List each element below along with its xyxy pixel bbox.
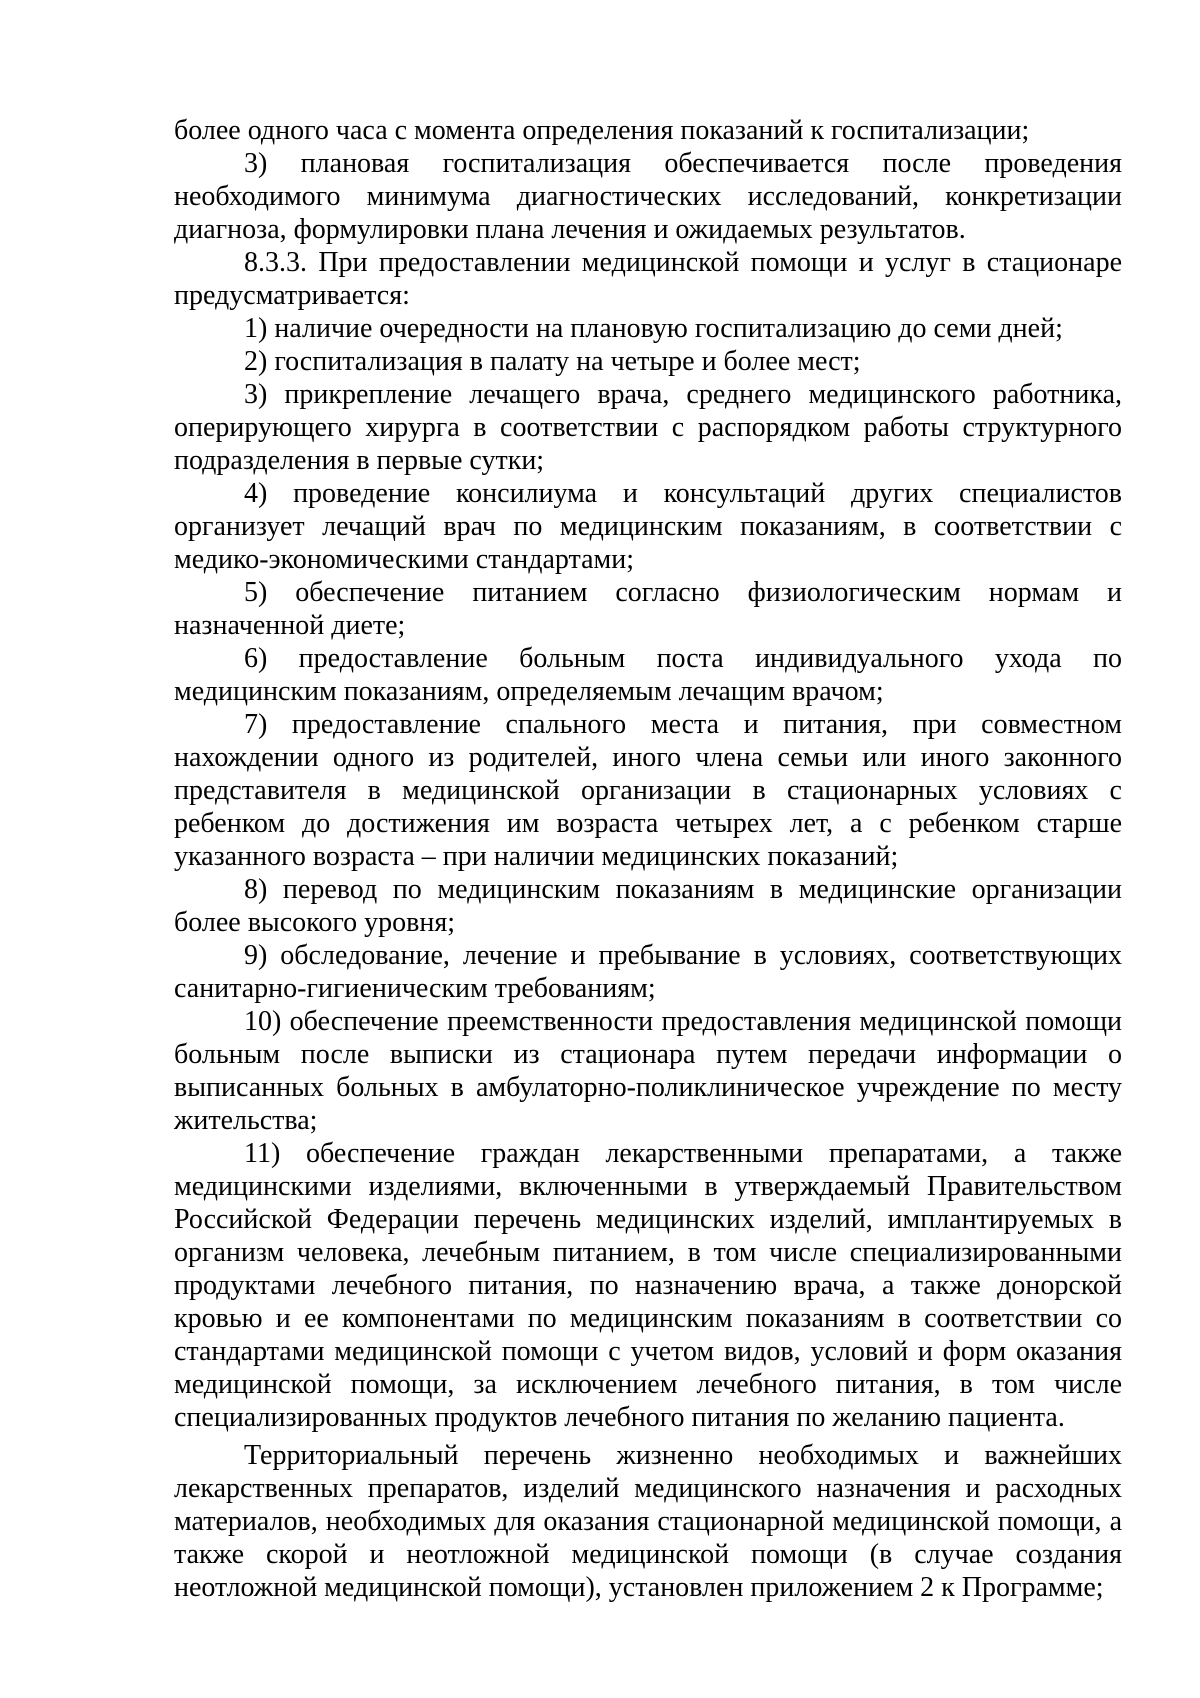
document-page	[174, 114, 1122, 1604]
paragraph-section-8-3-3: 8.3.3. При предоставлении медицинской помощи и услуг в стационаре предусматривается:	[174, 247, 1122, 311]
paragraph-item-8: 8) перевод по медицинским показаниям в медицинские организации более высокого уровня;	[174, 874, 1122, 938]
paragraph-item-6: 6) предоставление больным поста индивидуального ухода по медицинским показаниям, определяемым лечащим врачом;	[174, 643, 1122, 707]
paragraph-item-4: 4) проведение консилиума и консультаций других специалистов организует лечащий врач по медицинским показаниям, в соответствии с медико-экономическими стандартами;	[174, 478, 1122, 575]
paragraph-item-10: 10) обеспечение преемственности предоставления медицинской помощи больным после выписки из стационара путем передачи информации о выписанных больных в амбулаторно-поликлиническое учреждение по месту жительства;	[174, 1006, 1122, 1136]
paragraph-item-2: 2) госпитализация в палату на четыре и более мест;	[244, 346, 861, 377]
paragraph-item-1: 1) наличие очередности на плановую госпитализацию до семи дней;	[244, 313, 1063, 344]
paragraph-item-11: 11) обеспечение граждан лекарственными препаратами, а также медицинскими изделиями, включенными в утверждаемый Правительством Российской Федерации перечень медицинских изделий, имплантируемых в организм человека, лечебным питанием, в том числе специализированными продуктами лечебного питания, по назначению врача, а также донорской кровью и ее компонентами по медицинским показаниям в соответствии со стандартами медицинской помощи с учетом видов, условий и форм оказания медицинской помощи, за исключением лечебного питания, в том числе специализированных продуктов лечебного питания по желанию пациента.	[174, 1138, 1122, 1433]
paragraph-item-5: 5) обеспечение питанием согласно физиологическим нормам и назначенной диете;	[174, 577, 1122, 641]
paragraph-item-3: 3) прикрепление лечащего врача, среднего медицинского работника, оперирующего хирурга в соответствии с распорядком работы структурного подразделения в первые сутки;	[174, 379, 1122, 476]
paragraph-item-9: 9) обследование, лечение и пребывание в условиях, соответствующих санитарно-гигиеническим требованиям;	[174, 940, 1122, 1004]
paragraph-item-3-planned-hospitalization: 3) плановая госпитализация обеспечивается после проведения необходимого минимума диагностических исследований, конкретизации диагноза, формулировки плана лечения и ожидаемых результатов.	[174, 148, 1122, 245]
paragraph-continuation: более одного часа с момента определения показаний к госпитализации;	[174, 115, 1030, 146]
paragraph-item-7: 7) предоставление спального места и питания, при совместном нахождении одного из родителей, иного члена семьи или иного законного представителя в медицинской организации в стационарных условиях с ребенком до достижения им возраста четырех лет, а с ребенком старше указанного возраста – при наличии медицинских показаний;	[174, 709, 1122, 872]
paragraph-territorial-list: Территориальный перечень жизненно необходимых и важнейших лекарственных препаратов, изделий медицинского назначения и расходных материалов, необходимых для оказания стационарной медицинской помощи, а также скорой и неотложной медицинской помощи (в случае создания неотложной медицинской помощи), установлен приложением 2 к Программе;	[174, 1440, 1122, 1603]
